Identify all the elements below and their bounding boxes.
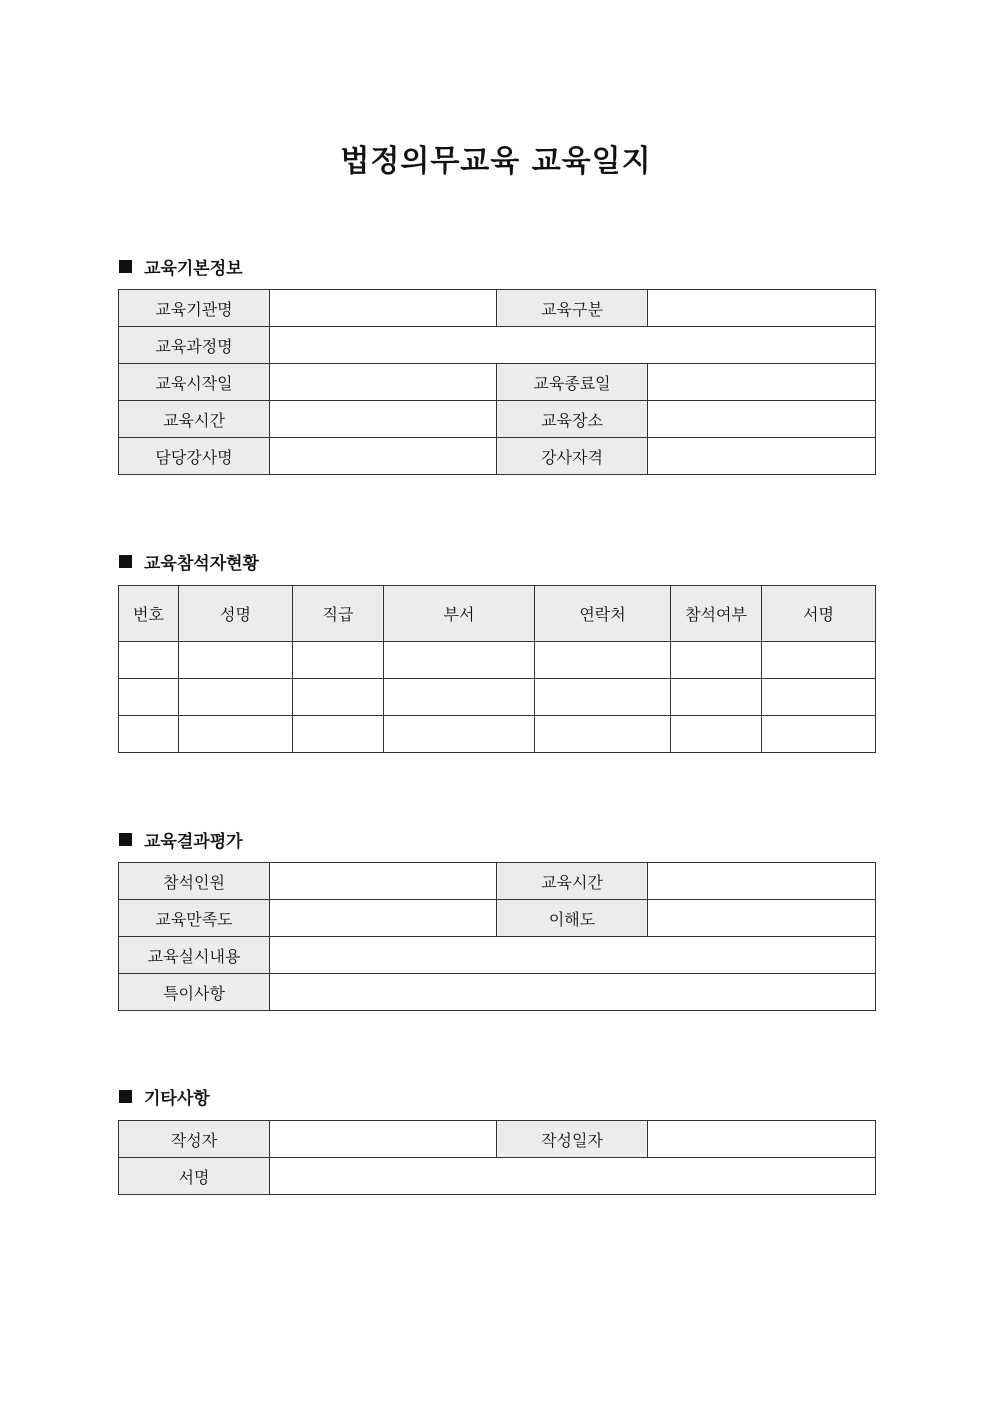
result-hours-label: 교육시간 (497, 863, 648, 900)
content-label: 교육실시내용 (119, 937, 270, 974)
cell[interactable] (384, 642, 535, 679)
author-field[interactable] (270, 1121, 497, 1158)
cell[interactable] (535, 642, 671, 679)
course-field[interactable] (270, 327, 876, 364)
square-bullet-icon (119, 260, 132, 273)
table-row (119, 900, 876, 937)
hours-label: 교육시간 (119, 401, 270, 438)
institution-field[interactable] (270, 290, 497, 327)
remarks-field[interactable] (270, 974, 876, 1011)
cell[interactable] (671, 679, 762, 716)
content-field[interactable] (270, 937, 876, 974)
result-table (118, 862, 876, 1011)
square-bullet-icon (119, 833, 132, 846)
table-row (119, 1158, 876, 1195)
understanding-field[interactable] (648, 900, 876, 937)
cell[interactable] (762, 679, 876, 716)
institution-label: 교육기관명 (119, 290, 270, 327)
cell[interactable] (671, 642, 762, 679)
attendance-count-label: 참석인원 (119, 863, 270, 900)
cell[interactable] (384, 679, 535, 716)
cell[interactable] (762, 642, 876, 679)
cell[interactable] (535, 679, 671, 716)
satisfaction-field[interactable] (270, 900, 497, 937)
col-header-signature: 서명 (762, 586, 876, 642)
qualification-label: 강사자격 (497, 438, 648, 475)
start-date-field[interactable] (270, 364, 497, 401)
table-row (119, 438, 876, 475)
category-field[interactable] (648, 290, 876, 327)
page-title: 법정의무교육 교육일지 (340, 144, 652, 179)
instructor-field[interactable] (270, 438, 497, 475)
section-heading-result (119, 827, 243, 852)
basic-info-table (118, 289, 876, 475)
cell[interactable] (179, 642, 293, 679)
square-bullet-icon (119, 1090, 132, 1103)
start-date-label: 교육시작일 (119, 364, 270, 401)
table-row (119, 1121, 876, 1158)
cell[interactable] (179, 679, 293, 716)
section-title: 기타사항 (144, 1089, 210, 1109)
place-field[interactable] (648, 401, 876, 438)
col-header-attendance: 참석여부 (671, 586, 762, 642)
table-row (119, 401, 876, 438)
cell[interactable] (293, 716, 384, 753)
cell[interactable] (293, 642, 384, 679)
table-row (119, 863, 876, 900)
signature-field[interactable] (270, 1158, 876, 1195)
table-row (119, 327, 876, 364)
end-date-field[interactable] (648, 364, 876, 401)
course-label: 교육과정명 (119, 327, 270, 364)
cell[interactable] (119, 679, 179, 716)
cell[interactable] (762, 716, 876, 753)
attendance-count-field[interactable] (270, 863, 497, 900)
cell[interactable] (119, 716, 179, 753)
section-heading-etc (119, 1084, 210, 1109)
attendees-table (118, 585, 876, 753)
cell[interactable] (293, 679, 384, 716)
write-date-field[interactable] (648, 1121, 876, 1158)
section-heading-attendees (119, 549, 259, 574)
write-date-label: 작성일자 (497, 1121, 648, 1158)
table-row (119, 974, 876, 1011)
cell[interactable] (671, 716, 762, 753)
section-title: 교육기본정보 (144, 259, 243, 279)
col-header-rank: 직급 (293, 586, 384, 642)
hours-field[interactable] (270, 401, 497, 438)
etc-table (118, 1120, 876, 1195)
signature-label: 서명 (119, 1158, 270, 1195)
table-row (119, 364, 876, 401)
author-label: 작성자 (119, 1121, 270, 1158)
cell[interactable] (179, 716, 293, 753)
section-heading-basic (119, 254, 243, 279)
instructor-label: 담당강사명 (119, 438, 270, 475)
category-label: 교육구분 (497, 290, 648, 327)
cell[interactable] (119, 642, 179, 679)
result-hours-field[interactable] (648, 863, 876, 900)
col-header-contact: 연락처 (535, 586, 671, 642)
table-row (119, 937, 876, 974)
section-title: 교육결과평가 (144, 832, 243, 852)
table-row (119, 679, 876, 716)
col-header-department: 부서 (384, 586, 535, 642)
table-row (119, 290, 876, 327)
square-bullet-icon (119, 555, 132, 568)
table-header-row (119, 586, 876, 642)
remarks-label: 특이사항 (119, 974, 270, 1011)
end-date-label: 교육종료일 (497, 364, 648, 401)
col-header-number: 번호 (119, 586, 179, 642)
cell[interactable] (384, 716, 535, 753)
satisfaction-label: 교육만족도 (119, 900, 270, 937)
table-row (119, 716, 876, 753)
section-title: 교육참석자현황 (144, 554, 259, 574)
understanding-label: 이해도 (497, 900, 648, 937)
col-header-name: 성명 (179, 586, 293, 642)
qualification-field[interactable] (648, 438, 876, 475)
cell[interactable] (535, 716, 671, 753)
place-label: 교육장소 (497, 401, 648, 438)
table-row (119, 642, 876, 679)
